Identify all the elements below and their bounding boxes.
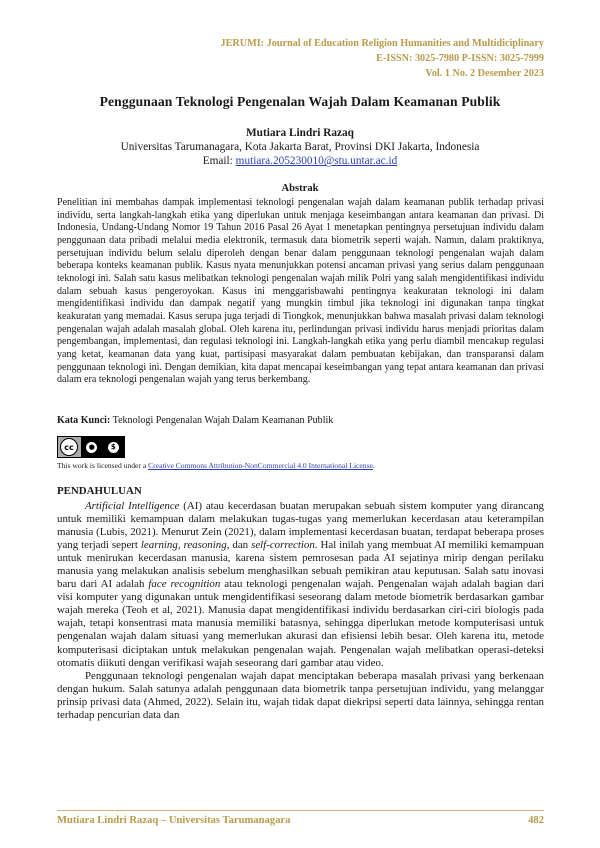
author-name: Mutiara Lindri Razaq [246, 127, 354, 139]
text-run: , dan [226, 539, 252, 552]
journal-header [221, 36, 545, 81]
text-run: atau teknologi pengenalan wajah. Pengenalan wajah adalah bagian dari visi komputer yang digunakan untuk mengidentifikasi seseorang dalam metode biometrik berdasarkan gambar wajah mereka (Teoh et al, 2021). Manusia dapat mengidentifikasi individu berdasarkan ciri-ciri biologis pada wajah, tetapi konsentrasi mata manusia memiliki batasnya, sehingga diperlukan metode komputerisasi untuk pengenalan wajah dalam situasi yang memerlukan akurasi dan efisiensi lebih besar. Oleh karena itu, metode komputerisasi diciptakan untuk melakukan pengenalan wajah. Pengenalan wajah melibatkan operasi-deteksi otomatis diikuti dengan verifikasi wajah seseorang dari gambar atau video. [57, 578, 545, 669]
license-prefix: This work is licensed under a [57, 461, 149, 470]
author-affiliation: Universitas Tarumanagara, Kota Jakarta Barat, Provinsi DKI Jakarta, Indonesia [120, 141, 480, 154]
author-block [0, 126, 600, 169]
nc-icon: $ [108, 442, 119, 453]
footer-rule [57, 810, 544, 811]
author-email-link[interactable]: mutiara.205230010@stu.untar.ac.id [235, 155, 398, 168]
journal-volume: Vol. 1 No. 2 Desember 2023 [425, 68, 544, 79]
footer-author: Mutiara Lindri Razaq – Universitas Tarumanagara [57, 815, 291, 826]
italic-term: face recognition [148, 578, 221, 591]
keywords-value: Teknologi Pengenalan Wajah Dalam Keamanan Publik [110, 415, 334, 426]
journal-name: JERUMI: Journal of Education Religion Humanities and Multidiciplinary [220, 38, 544, 49]
keywords-line [57, 415, 544, 428]
abstract-heading: Abstrak [281, 183, 319, 194]
article-title: Penggunaan Teknologi Pengenalan Wajah Dalam Keamanan Publik [99, 94, 501, 109]
keywords-label: Kata Kunci: [57, 415, 111, 426]
license-suffix: . [372, 461, 375, 470]
text-run: (AI) atau kecerdasan buatan merupakan sebuah sistem komputer yang dirancang untuk memiliki kemampuan dalam melakukan tugas-tugas yang memerlukan kecerdasan atau keterampilan manusia (Lubis, 2021). Menurut Zein (2021), dalam implementasi kecerdasan buatan, terdapat beberapa proses yang terjadi sepert [57, 500, 544, 552]
intro-paragraph-2: Penggunaan teknologi pengenalan wajah dapat menciptakan beberapa masalah privasi yang berkenaan dengan hukum. Salah satunya adalah penggunaan data biometrik tanpa persetujuan individu, yang melanggar prinsip privasi data (Ahmed, 2022). Selain itu, wajah tidak dapat diekripsi seperti data lainnya, sehingga rentan terhadap pencurian data dan [57, 669, 544, 721]
email-label: Email: [202, 155, 233, 168]
by-icon: ● [86, 442, 97, 453]
italic-term: Artificial Intelligence [85, 500, 180, 512]
abstract-text: Penelitian ini membahas dampak implementasi teknologi pengenalan wajah dalam keamanan publik terhadap privasi individu, serta langkah-langkah etika yang diperlukan untuk menjaga keseimbangan antara keamanan dan privasi. Di Indonesia, Undang-Undang Nomor 19 Tahun 2016 Pasal 26 Ayat 1 menetapkan pentingnya persetujuan individu dalam penggunaan data pribadi melalui media elektronik, termasuk data biometrik seperti wajah. Namun, dalam praktiknya, persetujuan individu belum selalu diperoleh dengan benar dalam penggunaan teknologi pengenalan wajah dalam beberapa konteks keamanan publik. Kasus nyata menunjukkan potensi ancaman privasi yang serius dalam penggunaan teknologi ini. Salah satu kasus melibatkan teknologi pengenalan wajah milik Polri yang salah mengidentifikasi individu dalam sebuah kasus pengeroyokan. Kasus ini menggarisbawahi pentingnya keakuratan teknologi ini dalam mengidentifikasi individu dan dampak negatif yang mungkin timbul jika teknologi ini digunakan tanpa tingkat keakuratan yang memadai. Kasus serupa juga terjadi di Tiongkok, menunjukkan bahwa masalah privasi dalam teknologi pengenalan wajah adalah masalah global. Oleh karena itu, perlindungan privasi individu harus menjadi prioritas dalam pengembangan, implementasi, dan regulasi teknologi ini. Langkah-langkah etika yang perlu diambil mencakup regulasi yang ketat, keamanan data yang kuat, partisipasi masyarakat dalam pembuatan kebijakan, dan transparansi dalam penggunaan teknologi ini. Dengan demikian, kita dapat mencapai keseimbangan yang tepat antara keamanan dan privasi dalam era teknologi pengenalan wajah yang terus berkembang. [57, 197, 544, 386]
text-run: , [177, 539, 184, 552]
license-link[interactable]: Creative Commons Attribution-NonCommercial 4.0 International License [148, 461, 373, 470]
intro-paragraph-1 [57, 500, 544, 670]
author-email-line [0, 154, 600, 168]
license-line [57, 461, 375, 470]
cc-icon: cc [60, 438, 78, 456]
journal-issn: E-ISSN: 3025-7980 P-ISSN: 3025-7999 [376, 53, 544, 64]
italic-term: reasoning [183, 539, 227, 552]
page-number: 482 [528, 815, 544, 826]
italic-term: learning [140, 539, 178, 552]
cc-license-badge[interactable] [57, 436, 125, 458]
section-heading: PENDAHULUAN [57, 485, 142, 497]
text-run: . Hal inilah yang membuat AI memiliki kemampuan untuk menirukan kecerdasan manusia, karena sistem pemrosesan pada AI sejatinya mirip dengan perilaku manusia yang melakukan analisis sebelum menghasilkan sebuah pemikiran atau keputusan. Salah satu inovasi baru dari AI adalah [57, 539, 544, 591]
intro-body [57, 500, 544, 722]
italic-term: self-correction [251, 539, 315, 552]
